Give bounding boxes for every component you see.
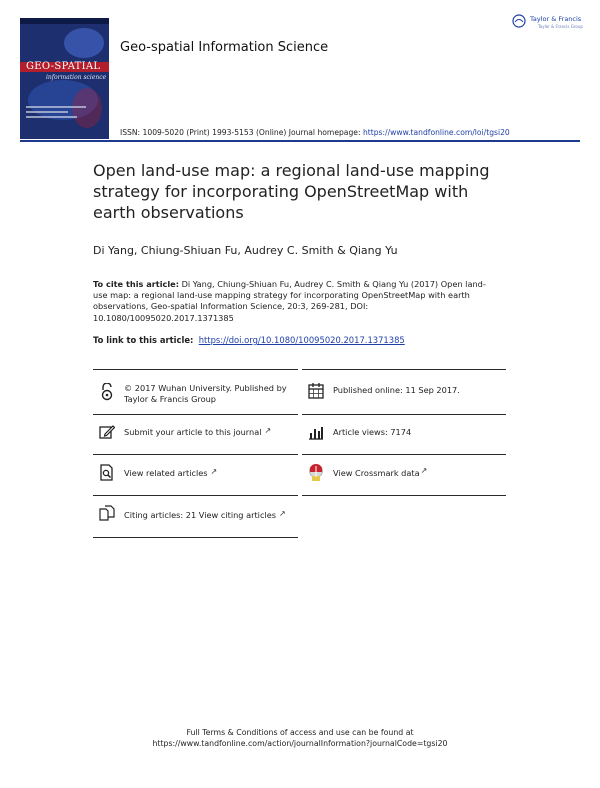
cover-title: GEO-SPATIAL: [26, 61, 101, 72]
cover-subtitle: information science: [46, 74, 107, 81]
article-authors: Di Yang, Chiung-Shiuan Fu, Audrey C. Smith & Qiang Yu: [93, 244, 398, 257]
grid-rule: [93, 537, 298, 538]
crossmark-link[interactable]: View Crossmark data: [333, 468, 420, 478]
related-link[interactable]: View related articles: [124, 468, 208, 478]
grid-rule: [93, 495, 298, 496]
crossmark-icon: [308, 464, 324, 480]
edit-icon: [99, 424, 115, 440]
issn-text: ISSN: 1009-5020 (Print) 1993-5153 (Online) Journal homepage:: [120, 128, 363, 137]
journal-homepage-link[interactable]: https://www.tandfonline.com/loi/tgsi20: [362, 128, 510, 137]
external-link-icon: ↗: [264, 426, 272, 435]
search-document-icon: [99, 464, 115, 480]
external-link-icon: ↗: [279, 509, 286, 518]
citing-link[interactable]: Citing articles: 21 View citing articles: [124, 510, 277, 520]
doi-link[interactable]: https://doi.org/10.1080/10095020.2017.1371385: [198, 335, 405, 345]
copyright-text: © 2017 Wuhan University. Published by Taylor & Francis Group: [124, 383, 287, 404]
footer: [0, 727, 600, 749]
footer-terms-url[interactable]: https://www.tandfonline.com/action/journalInformation?journalCode=tgsi20: [152, 739, 448, 748]
grid-rule: [302, 495, 506, 496]
header-divider: [20, 140, 580, 142]
citing-documents-icon: [99, 505, 115, 521]
grid-rule: [93, 414, 298, 415]
bar-chart-icon: [308, 424, 324, 440]
views-cell: [308, 424, 503, 440]
citation-block: [93, 279, 493, 324]
citing-cell[interactable]: [99, 505, 294, 521]
external-link-icon: ↗: [210, 467, 218, 476]
grid-rule: [302, 369, 506, 370]
link-label: To link to this article:: [93, 335, 194, 345]
publisher-logo[interactable]: [512, 12, 587, 42]
journal-name: Geo-spatial Information Science: [120, 40, 329, 55]
publisher-logo-subtext: Taylor & Francis Group: [538, 24, 583, 29]
publisher-logo-text: Taylor & Francis: [530, 15, 582, 23]
related-cell[interactable]: [99, 464, 294, 480]
external-link-icon: ↗: [420, 466, 428, 475]
grid-rule: [93, 369, 298, 370]
grid-rule: [302, 454, 506, 455]
journal-cover: [20, 18, 109, 139]
footer-terms: Full Terms & Conditions of access and use can be found at: [186, 728, 414, 737]
issn-line: [120, 128, 510, 137]
tf-logo-icon: [512, 14, 526, 28]
cite-text: Di Yang, Chiung-Shiuan Fu, Audrey C. Smith & Qiang Yu (2017) Open land-use map: a regional land-use mapping strategy for incorporating OpenStreetMap with earth observations, Geo-spatial Information Science, 20:3, 269-281, DOI: 10.1080/10095020.2017.1371385: [93, 279, 486, 323]
article-title: Open land-use map: a regional land-use mapping strategy for incorporating OpenStreetMap with earth observations: [93, 161, 490, 222]
open-access-icon: [99, 383, 115, 399]
grid-rule: [93, 454, 298, 455]
published-text: Published online: 11 Sep 2017.: [333, 385, 460, 395]
submit-cell[interactable]: [99, 424, 294, 440]
copyright-cell: [99, 383, 294, 405]
published-cell: [308, 383, 503, 399]
grid-rule: [302, 414, 506, 415]
views-text: Article views: 7174: [333, 427, 412, 437]
crossmark-cell[interactable]: [308, 464, 503, 480]
link-block: [93, 335, 405, 345]
calendar-icon: [308, 383, 324, 399]
cite-label: To cite this article:: [93, 279, 179, 289]
submit-link[interactable]: Submit your article to this journal: [124, 427, 262, 437]
